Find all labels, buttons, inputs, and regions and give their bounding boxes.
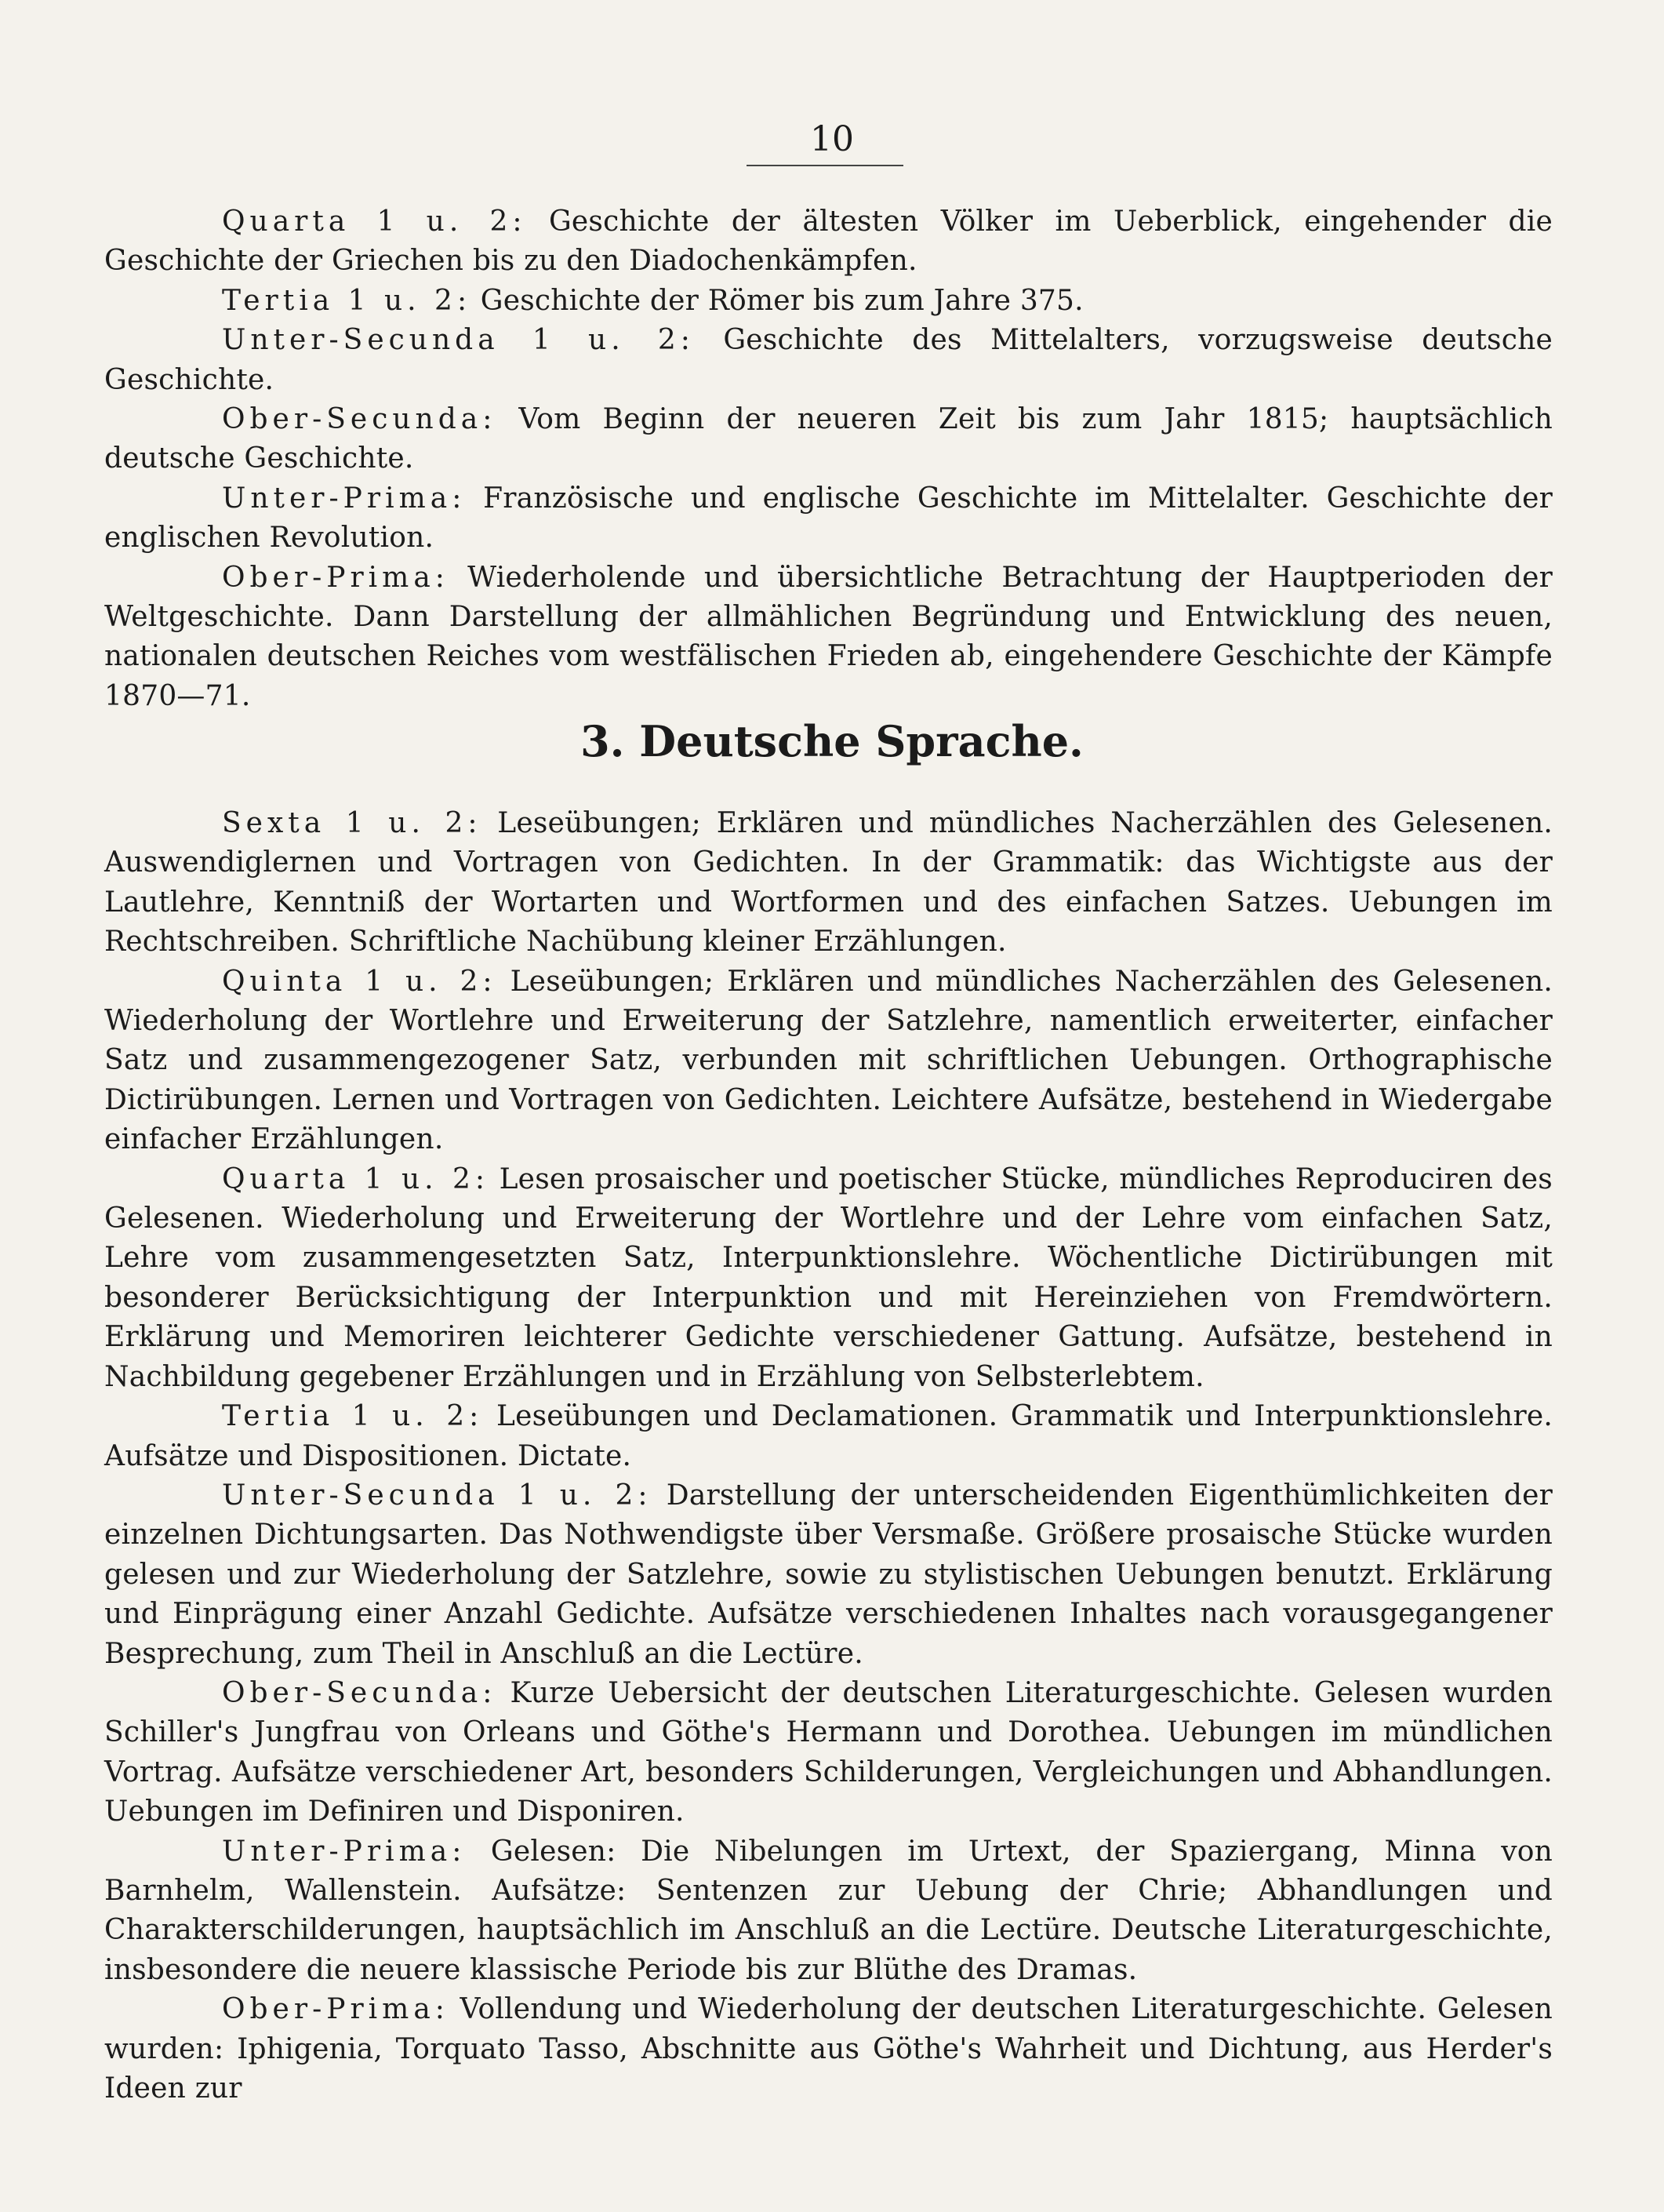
class-label: Ober-Secunda: <box>222 403 497 436</box>
paragraph-text: Wiederholende und übersichtliche Betrachtung der Hauptperioden der Weltgeschichte. Dann Darstellung der allmählichen Begründung und Entwicklung des neuen, nationalen deutschen Reiches vom westfälischen Frieden ab, eingehendere Geschichte der Kämpfe 1870—71. <box>104 561 1553 712</box>
paragraph-text: Gelesen: Die Nibelungen im Urtext, der Spaziergang, Minna von Barnhelm, Wallenstein. Aufsätze: Sentenzen zur Uebung der Chrie; Abhandlungen und Charakterschilderungen, hauptsächlich im Anschluß an die Lectüre. Deutsche Literaturgeschichte, insbesondere die neuere klassische Periode bis zur Blüthe des Dramas. <box>104 1835 1553 1986</box>
deutsch-curriculum-section <box>104 804 1553 2108</box>
paragraph-ober-prima <box>104 1990 1553 2108</box>
paragraph-text: Leseübungen; Erklären und mündliches Nacherzählen des Gelesenen. Auswendiglernen und Vortragen von Gedichten. In der Grammatik: das Wichtigste aus der Lautlehre, Kenntniß der Wortarten und Wortformen und des einfachen Satzes. Uebungen im Rechtschreiben. Schriftliche Nachübung kleiner Erzählungen. <box>104 807 1553 959</box>
class-label: Ober-Secunda: <box>222 1676 497 1709</box>
paragraph-text: Kurze Uebersicht der deutschen Literaturgeschichte. Gelesen wurden Schiller's Jungfrau von Orleans und Göthe's Hermann und Dorothea. Uebungen im mündlichen Vortrag. Aufsätze verschiedener Art, besonders Schilderungen, Vergleichungen und Abhandlungen. Uebungen im Definiren und Disponiren. <box>104 1676 1553 1828</box>
class-label: Sexta 1 u. 2: <box>222 807 482 839</box>
paragraph-quarta <box>104 202 1553 282</box>
paragraph-text: Lesen prosaischer und poetischer Stücke, mündliches Reproduciren des Gelesenen. Wiederholung und Erweiterung der Wortlehre und der Lehre vom einfachen Satz, Lehre vom zusammengesetzten Satz, Interpunktionslehre. Wöchentliche Dictirübungen mit besonderer Berücksichtigung der Interpunktion und mit Hereinziehen von Fremdwörtern. Erklärung und Memoriren leichterer Gedichte verschiedener Gattung. Aufsätze, bestehend in Nachbildung gegebener Erzählungen und in Erzählung von Selbsterlebtem. <box>104 1162 1553 1393</box>
paragraph-quarta <box>104 1160 1553 1397</box>
section-heading: 3. Deutsche Sprache. <box>580 716 1084 766</box>
class-label: Unter-Prima: <box>222 482 467 515</box>
paragraph-text: Vom Beginn der neueren Zeit bis zum Jahr 1815; hauptsächlich deutsche Geschichte. <box>104 403 1553 475</box>
paragraph-ober-prima <box>104 558 1553 717</box>
paragraph-tertia <box>104 282 1553 321</box>
class-label: Quarta 1 u. 2: <box>222 1162 489 1195</box>
page-number: 10 <box>810 119 854 159</box>
paragraph-unter-secunda <box>104 321 1553 400</box>
class-label: Ober-Prima: <box>222 561 449 594</box>
class-label: Unter-Secunda 1 u. 2: <box>222 324 695 357</box>
class-label: Tertia 1 u. 2: <box>222 284 472 317</box>
paragraph-ober-secunda <box>104 1674 1553 1832</box>
paragraph-tertia <box>104 1397 1553 1476</box>
paragraph-text: Vollendung und Wiederholung der deutschen Literaturgeschichte. Gelesen wurden: Iphigenia, Torquato Tasso, Abschnitte aus Göthe's Wahrheit und Dichtung, aus Herder's Ideen zur <box>104 1993 1553 2105</box>
paragraph-sexta <box>104 804 1553 962</box>
paragraph-text: Geschichte des Mittelalters, vorzugsweise deutsche Geschichte. <box>104 324 1553 396</box>
class-label: Quinta 1 u. 2: <box>222 965 497 998</box>
paragraph-text: Leseübungen und Declamationen. Grammatik und Interpunktionslehre. Aufsätze und Dispositionen. Dictate. <box>104 1400 1553 1472</box>
paragraph-text: Geschichte der Römer bis zum Jahre 375. <box>480 284 1084 317</box>
page-number-rule <box>747 165 903 166</box>
class-label: Unter-Secunda 1 u. 2: <box>222 1479 652 1512</box>
history-curriculum-section <box>104 202 1553 716</box>
class-label: Ober-Prima: <box>222 1993 449 2026</box>
paragraph-text: Französische und englische Geschichte im Mittelalter. Geschichte der englischen Revolution. <box>104 482 1553 555</box>
paragraph-unter-secunda <box>104 1476 1553 1674</box>
paragraph-ober-secunda <box>104 400 1553 479</box>
paragraph-text: Darstellung der unterscheidenden Eigenthümlichkeiten der einzelnen Dichtungsarten. Das Nothwendigste über Versmaße. Größere prosaische Stücke wurden gelesen und zur Wiederholung der Satzlehre, sowie zu stylistischen Uebungen benutzt. Erklärung und Einprägung einer Anzahl Gedichte. Aufsätze verschiedenen Inhaltes nach vorausgegangener Besprechung, zum Theil in Anschluß an die Lectüre. <box>104 1479 1553 1670</box>
paragraph-text: Leseübungen; Erklären und mündliches Nacherzählen des Gelesenen. Wiederholung der Wortlehre und Erweiterung der Satzlehre, namentlich erweiterter, einfacher Satz und zusammengezogener Satz, verbunden mit schriftlichen Uebungen. Orthographische Dictirübungen. Lernen und Vortragen von Gedichten. Leichtere Aufsätze, bestehend in Wiedergabe einfacher Erzählungen. <box>104 965 1553 1156</box>
class-label: Tertia 1 u. 2: <box>222 1400 484 1433</box>
paragraph-quinta <box>104 962 1553 1160</box>
paragraph-unter-prima <box>104 479 1553 558</box>
paragraph-text: Geschichte der ältesten Völker im Ueberblick, eingehender die Geschichte der Griechen bis zu den Diadochenkämpfen. <box>104 206 1553 278</box>
class-label: Unter-Prima: <box>222 1835 467 1868</box>
class-label: Quarta 1 u. 2: <box>222 206 527 238</box>
paragraph-unter-prima <box>104 1832 1553 1991</box>
